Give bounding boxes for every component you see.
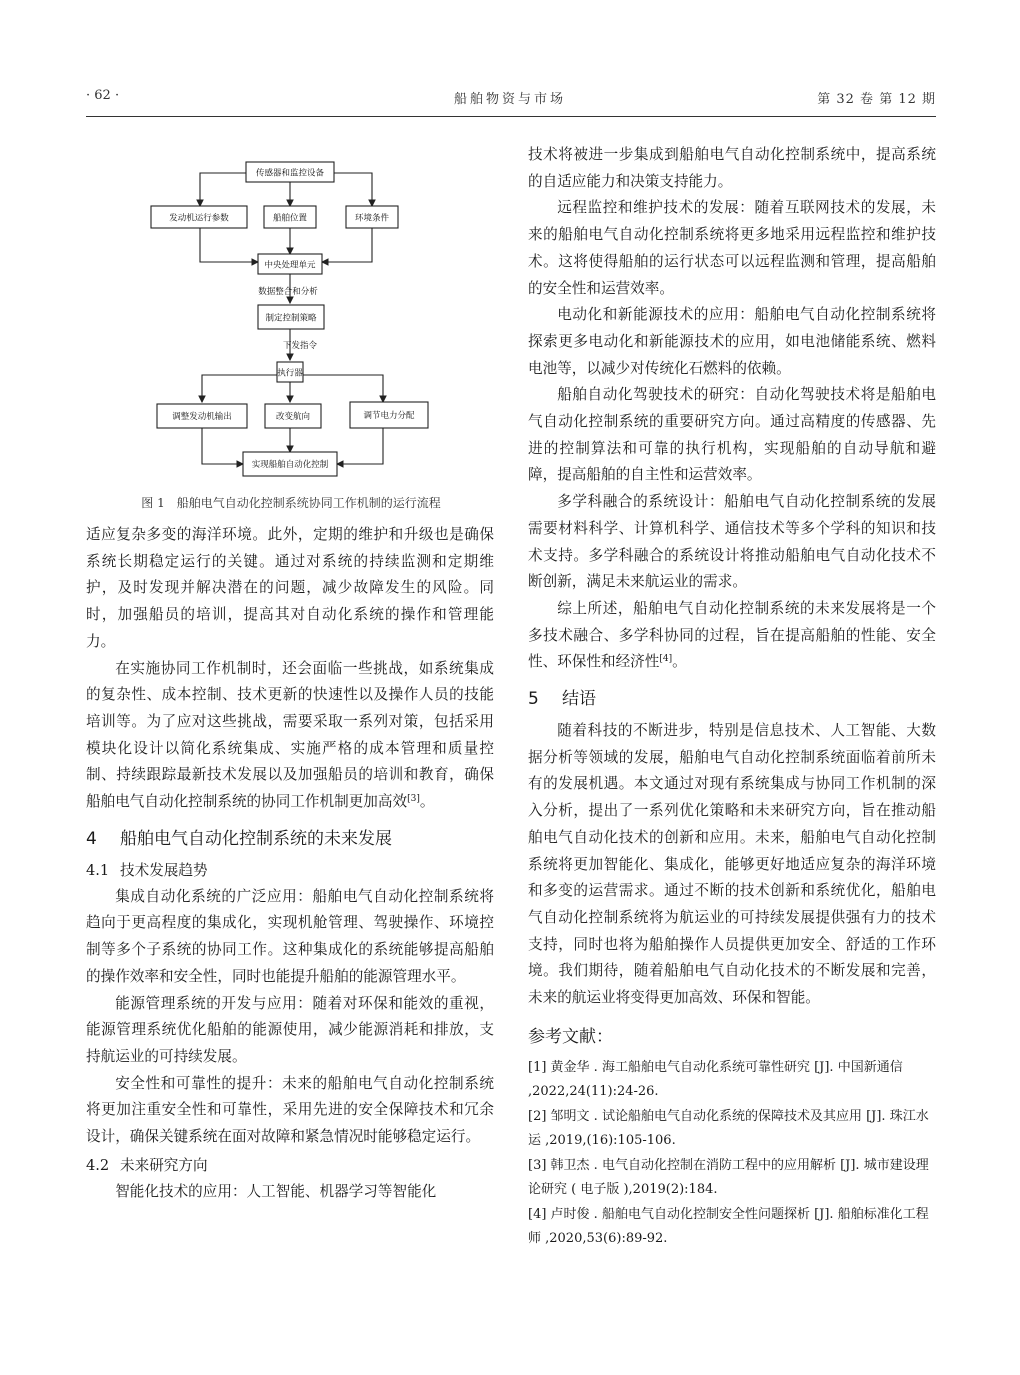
node-sensors: 传感器和监控设备 (255, 168, 325, 179)
edge-label-issue-command: 下发指令 (282, 341, 318, 351)
citation-4: [4] (659, 654, 673, 665)
right-paragraph-6 (528, 596, 936, 676)
left-paragraph-3: 集成自动化系统的广泛应用：船舶电气自动化控制系统将趋向于更高程度的集成化，实现机舱管理、驾驶操作、环境控制等多个子系统的协同工作。这种集成化的系统能够提高船舶的操作效率和安全性，同时也能提升船舶的能源管理水平。 (86, 887, 494, 985)
node-engine-params: 发动机运行参数 (169, 213, 229, 224)
reference-4: [4] 卢时俊 . 船舶电气自动化控制安全性问题探析 [J]. 船舶标准化工程师 ,2020,53(6):89-92. (528, 1206, 929, 1247)
right-column (528, 142, 936, 1252)
reference-1: [1] 黄金华 . 海工船舶电气自动化系统可靠性研究 [J]. 中国新通信 ,2022,24(11):24-26. (528, 1059, 903, 1100)
edge-power-final (337, 428, 383, 464)
reference-2: [2] 邹明文 . 试论船舶电气自动化系统的保障技术及其应用 [J]. 珠江水运 ,2019,(16):105-106. (528, 1108, 929, 1149)
edge-actuator-engine-output (202, 375, 277, 402)
left-paragraph-4: 能源管理系统的开发与应用：随着对环保和能效的重视，能源管理系统优化船舶的能源使用，减少能源消耗和排放，支持航运业的可持续发展。 (86, 994, 494, 1065)
section-4-1-number: 4.1 (86, 861, 110, 879)
figure-caption: 图 1 船舶电气自动化控制系统协同工作机制的运行流程 (141, 496, 441, 510)
section-4-1-heading (86, 858, 494, 884)
node-automated-control: 实现船舶自动化控制 (251, 460, 329, 470)
journal-title: 船舶物资与市场 (453, 92, 566, 107)
edge-engine-output-final (202, 428, 243, 464)
section-4-2-number: 4.2 (86, 1156, 110, 1174)
reference-3: [3] 韩卫杰 . 电气自动化控制在消防工程中的应用解析 [J]. 城市建设理论研究 ( 电子版 ),2019(2):184. (528, 1157, 929, 1198)
flowchart-svg (140, 148, 440, 486)
node-change-heading: 改变航向 (275, 412, 311, 422)
right-paragraph-1: 技术将被进一步集成到船舶电气自动化控制系统中，提高系统的自适应能力和决策支持能力。 (528, 146, 936, 190)
references-title: 参考文献： (528, 1026, 613, 1047)
left-paragraph-2-text: 在实施协同工作机制时，还会面临一些挑战，如系统集成的复杂性、成本控制、技术更新的快速性以及操作人员的技能培训等。为了应对这些挑战，需要采取一系列对策，包括采用模块化设计以简化系统集成、实施严格的成本管理和质量控制、持续跟踪最新技术发展以及加强船员的培训和教育，确保船舶电气自动化控制系统的协同工作机制更加高效 (86, 659, 494, 811)
left-paragraph-2 (86, 656, 494, 816)
right-paragraph-7: 随着科技的不断进步，特别是信息技术、人工智能、大数据分析等领域的发展，船舶电气自动化控制系统面临着前所未有的发展机遇。本文通过对现有系统集成与协同工作机制的深入分析，提出了一系列优化策略和未来研究方向，旨在推动船舶电气自动化技术的创新和应用。未来，船舶电气自动化控制系统将更加智能化、集成化，能够更好地适应复杂的海洋环境和多变的运营需求。通过不断的技术创新和系统优化，船舶电气自动化控制系统将为航运业的可持续发展提供强有力的技术支持，同时也将为船舶操作人员提供更加安全、舒适的工作环境。我们期待，随着船舶电气自动化技术的不断发展和完善，未来的航运业将变得更加高效、环保和智能。 (528, 722, 936, 1007)
right-paragraph-6-text: 综上所述，船舶电气自动化控制系统的未来发展将是一个多技术融合、多学科协同的过程，旨在提高船舶的性能、安全性、环保性和经济性 (528, 599, 936, 671)
header-rule (86, 116, 936, 117)
edge-label-data-integration: 数据整合和分析 (258, 287, 318, 297)
edge-environment-cpu (322, 228, 372, 262)
citation-3: [3] (407, 794, 420, 805)
left-paragraph-1: 适应复杂多变的海洋环境。此外，定期的维护和升级也是确保系统长期稳定运行的关键。通过对系统的持续监测和定期维护，及时发现并解决潜在的问题，减少故障发生的风险。同时，加强船员的培训，提高其对自动化系统的操作和管理能力。 (86, 526, 494, 650)
node-adjust-engine: 调整发动机输出 (172, 412, 232, 422)
right-paragraph-4: 船舶自动化驾驶技术的研究：自动化驾驶技术将是船舶电气自动化控制系统的重要研究方向。通过高精度的传感器、先进的控制算法和可靠的执行机构，实现船舶的自动导航和避障，提高船舶的自主性和运营效率。 (528, 386, 936, 484)
section-5-title: 结语 (562, 689, 596, 710)
edge-actuator-power (303, 375, 383, 402)
right-paragraph-5: 多学科融合的系统设计：船舶电气自动化控制系统的发展需要材料科学、计算机科学、通信技术等多个学科的知识和技术支持。多学科融合的系统设计将推动船舶电气自动化技术不断创新，满足未来航运业的需求。 (528, 493, 936, 591)
section-5-number: 5 (528, 689, 539, 710)
left-paragraph-6: 智能化技术的应用：人工智能、机器学习等智能化 (115, 1182, 437, 1200)
section-4-2-heading (86, 1153, 494, 1179)
left-column (86, 522, 494, 1205)
node-control-strategy: 制定控制策略 (265, 313, 317, 324)
issue-info: 第 32 卷 第 12 期 (817, 92, 936, 107)
left-paragraph-2-end: 。 (419, 793, 435, 811)
left-paragraph-5: 安全性和可靠性的提升：未来的船舶电气自动化控制系统将更加注重安全性和可靠性，采用先进的安全保障技术和冗余设计，确保关键系统在面对故障和紧急情况时能够稳定运行。 (86, 1074, 494, 1146)
node-cpu: 中央处理单元 (264, 260, 316, 271)
section-4-heading (86, 826, 494, 852)
node-actuator: 执行器 (277, 368, 303, 379)
figure-flowchart (140, 148, 440, 486)
section-5-heading (528, 686, 936, 712)
edge-sensors-environment (334, 173, 372, 206)
node-ship-position: 船舶位置 (272, 213, 308, 224)
edge-sensors-engine (200, 173, 246, 206)
right-paragraph-3: 电动化和新能源技术的应用：船舶电气自动化控制系统将探索更多电动化和新能源技术的应用，如电池储能系统、燃料电池等，以减少对传统化石燃料的依赖。 (528, 306, 936, 377)
node-environment: 环境条件 (354, 213, 390, 224)
right-paragraph-6-end: 。 (672, 653, 687, 671)
section-4-number: 4 (86, 828, 97, 849)
node-power-distribution: 调节电力分配 (363, 411, 415, 421)
page-number: · 62 · (86, 88, 120, 103)
section-4-2-title: 未来研究方向 (120, 1156, 208, 1174)
right-paragraph-2: 远程监控和维护技术的发展：随着互联网技术的发展，未来的船舶电气自动化控制系统将更多地采用远程监控和维护技术。这将使得船舶的运行状态可以远程监测和管理，提高船舶的安全性和运营效率。 (528, 199, 936, 297)
section-4-1-title: 技术发展趋势 (120, 861, 208, 879)
section-4-title: 船舶电气自动化控制系统的未来发展 (120, 828, 392, 849)
edge-engine-cpu (200, 228, 258, 262)
